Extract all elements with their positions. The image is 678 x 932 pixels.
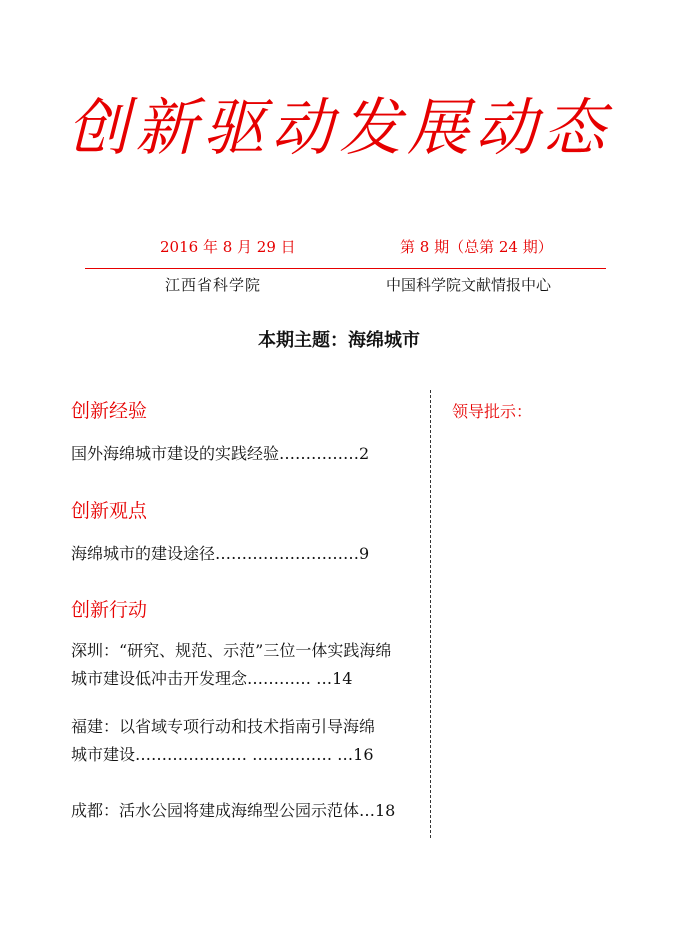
- publisher: 江西省科学院: [165, 276, 262, 294]
- toc-entry-line[interactable]: 海绵城市的建设途径………………………9: [71, 544, 370, 563]
- issue-date: 2016 年 8 月 29 日: [160, 238, 296, 256]
- toc-entry[interactable]: [71, 797, 421, 825]
- provider: 中国科学院文献情报中心: [386, 276, 552, 294]
- section-heading: 创新行动: [71, 599, 148, 621]
- toc-entry[interactable]: [71, 713, 421, 769]
- leader-comment-label: 领导批示：: [452, 402, 533, 421]
- toc-entry[interactable]: [71, 637, 421, 693]
- toc-entry-line[interactable]: 国外海绵城市建设的实践经验……………2: [71, 444, 370, 463]
- toc-entry-line: 深圳：“研究、规范、示范”三位一体实践海绵: [71, 641, 392, 660]
- issue-theme: 本期主题：海绵城市: [258, 330, 420, 351]
- section-heading: 创新观点: [71, 500, 148, 522]
- toc-entry-line: 成都：活水公园将建成海绵型公园示范体…18: [71, 801, 396, 820]
- column-divider: [430, 390, 431, 838]
- toc-section-actions: [71, 596, 421, 825]
- toc-entry-line: 城市建设低冲击开发理念………… …14: [71, 669, 353, 688]
- header-rule: [85, 268, 606, 269]
- toc-section-viewpoints: [71, 497, 421, 568]
- section-heading: 创新经验: [71, 400, 148, 422]
- issue-number: 第 8 期（总第 24 期）: [400, 238, 553, 256]
- masthead-title: 创新驱动发展动态: [66, 91, 611, 164]
- toc-entry-line: 城市建设………………… …………… …16: [71, 745, 374, 764]
- toc-entry-line: 福建：以省域专项行动和技术指南引导海绵: [71, 717, 376, 736]
- toc-section-experience: [71, 397, 421, 468]
